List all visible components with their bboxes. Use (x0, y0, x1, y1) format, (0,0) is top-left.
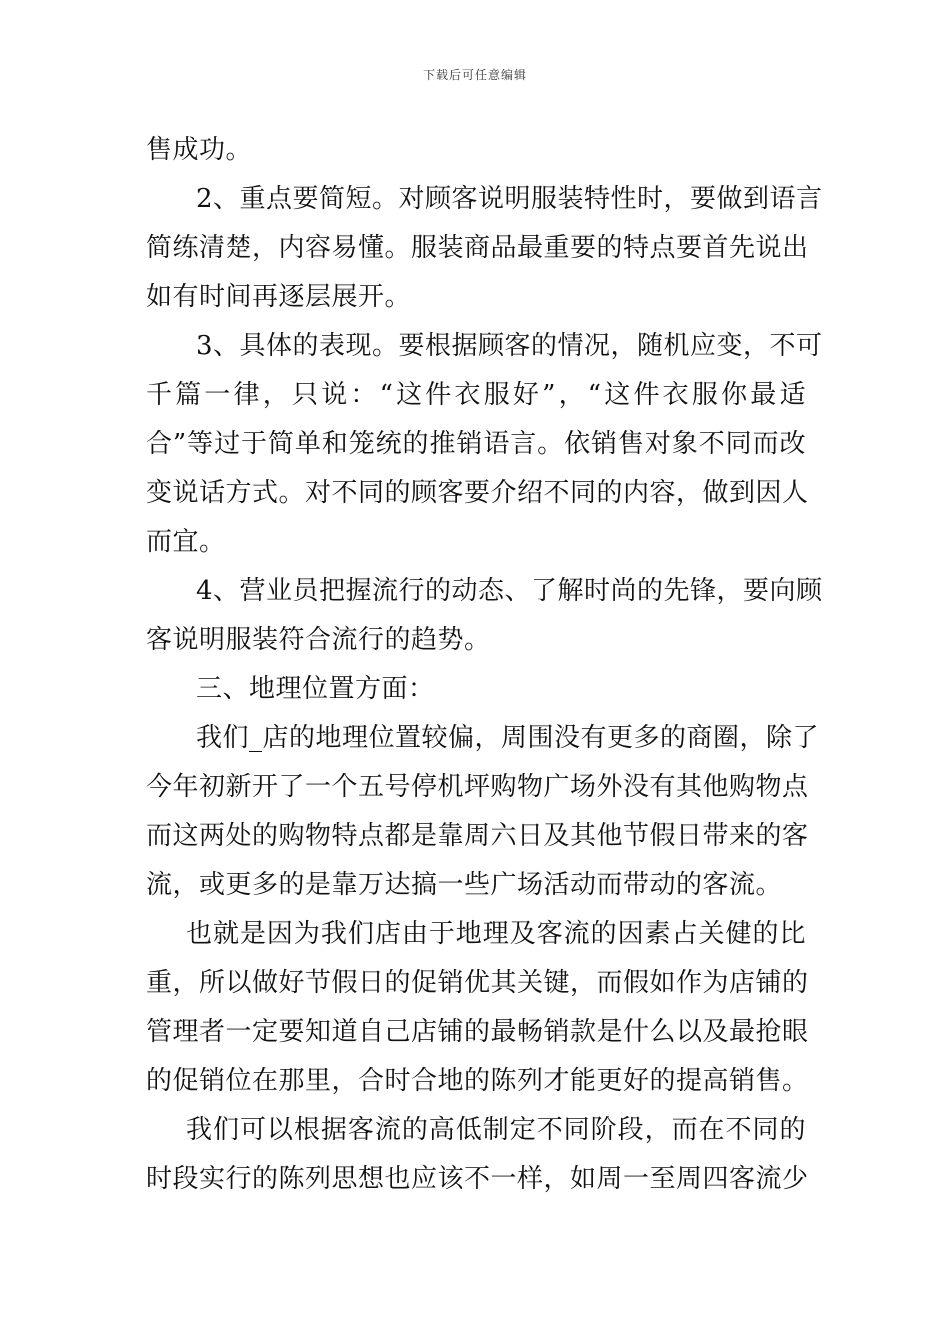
text-line: 简练清楚，内容易懂。服装商品最重要的特点要首先说出 (146, 233, 809, 263)
text-line: 而这两处的购物特点都是靠周六日及其他节假日带来的客 (146, 821, 809, 851)
text-line: 如有时间再逐层展开。 (146, 282, 412, 312)
text-line: 今年初新开了一个五号停机坪购物广场外没有其他购物点 (146, 772, 809, 802)
text-line: 千篇一律，只说：“这件衣服好”，“这件衣服你最适 (146, 380, 806, 410)
text-line: 合”等过于简单和笼统的推销语言。依销售对象不同而改 (146, 429, 806, 459)
text-line: 也就是因为我们店由于地理及客流的因素占关健的比 (186, 919, 806, 949)
text-line: 客说明服装符合流行的趋势。 (146, 625, 491, 655)
text-line: 流，或更多的是靠万达搞一些广场活动而带动的客流。 (146, 870, 783, 900)
text-line: 我们可以根据客流的高低制定不同阶段，而在不同的 (186, 1115, 806, 1145)
text-line: 我们_店的地理位置较偏，周围没有更多的商圈，除了 (196, 723, 820, 753)
text-line: 4、营业员把握流行的动态、了解时尚的先锋，要向顾 (196, 576, 823, 606)
text-line: 时段实行的陈列思想也应该不一样，如周一至周四客流少 (146, 1164, 809, 1194)
document-body (146, 126, 823, 1204)
text-line: 重，所以做好节假日的促销优其关键，而假如作为店铺的 (146, 968, 809, 998)
section-heading: 三、地理位置方面： (196, 674, 435, 704)
text-line: 的促销位在那里，合时合地的陈列才能更好的提高销售。 (146, 1066, 809, 1096)
text-line: 3、具体的表现。要根据顾客的情况，随机应变，不可 (196, 331, 823, 361)
text-line: 而宜。 (146, 527, 226, 557)
text-line: 管理者一定要知道自己店铺的最畅销款是什么以及最抢眼 (146, 1017, 809, 1047)
page-header: 下载后可任意编辑 (422, 68, 527, 82)
text-line: 售成功。 (146, 135, 253, 165)
text-line: 变说话方式。对不同的顾客要介绍不同的内容，做到因人 (146, 478, 809, 508)
text-line: 2、重点要简短。对顾客说明服装特性时，要做到语言 (196, 184, 823, 214)
